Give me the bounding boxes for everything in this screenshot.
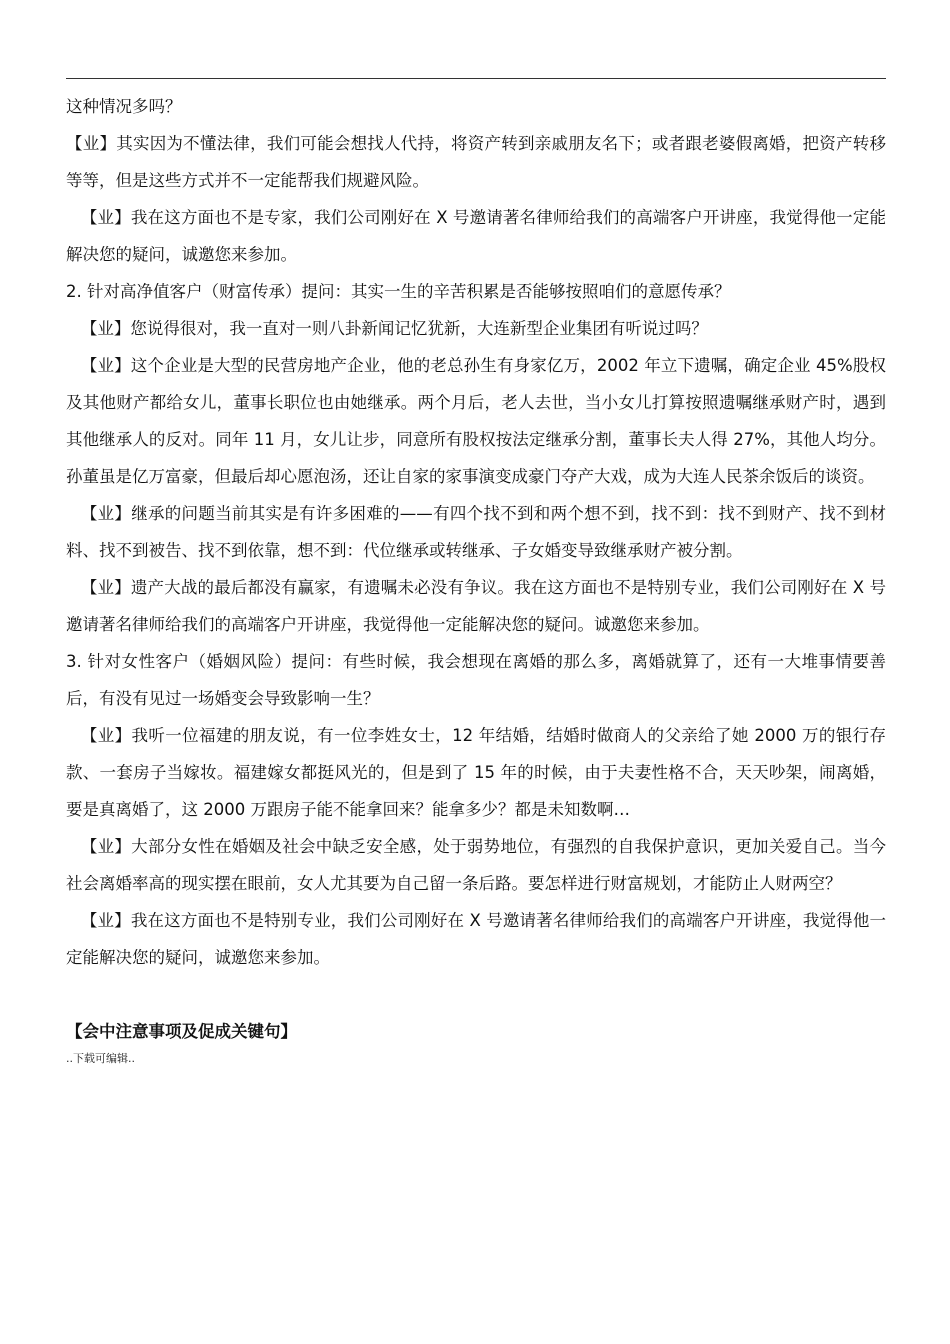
paragraph-item-2-wealth-inheritance: 2. 针对高净值客户（财富传承）提问：其实一生的辛苦积累是否能够按照咱们的意愿传承？ (66, 282, 731, 301)
paragraph-answer-invite-3: 【业】我在这方面也不是特别专业，我们公司刚好在 X 号邀请著名律师给我们的高端客户开讲座，我觉得他一定能解决您的疑问，诚邀您来参加。 (66, 911, 886, 967)
paragraph-question-continuation: 这种情况多吗？ (66, 97, 182, 116)
blank-line (66, 976, 886, 1013)
document-body (66, 88, 886, 1068)
paragraph-answer-invite-2: 【业】遗产大战的最后都没有赢家，有遗嘱未必没有争议。我在这方面也不是特别专业，我们公司刚好在 X 号邀请著名律师给我们的高端客户开讲座，我觉得他一定能解决您的疑问。诚邀您来参加。 (66, 578, 886, 634)
paragraph-answer-women-security: 【业】大部分女性在婚姻及社会中缺乏安全感，处于弱势地位，有强烈的自我保护意识，更加关爱自己。当今社会离婚率高的现实摆在眼前，女人尤其要为自己留一条后路。要怎样进行财富规划，才能防止人财两空？ (66, 837, 886, 893)
paragraph-item-3-marriage-risk: 3. 针对女性客户（婚姻风险）提问：有些时候，我会想现在离婚的那么多，离婚就算了，还有一大堆事情要善后，有没有见过一场婚变会导致影响一生？ (66, 652, 886, 708)
paragraph-answer-news: 【业】您说得很对，我一直对一则八卦新闻记忆犹新，大连新型企业集团有听说过吗？ (80, 319, 708, 338)
footer-note: ..下载可编辑.. (66, 1052, 135, 1065)
paragraph-answer-proxy-holding: 【业】其实因为不懂法律，我们可能会想找人代持，将资产转到亲戚朋友名下；或者跟老婆假离婚，把资产转移等等，但是这些方式并不一定能帮我们规避风险。 (66, 134, 886, 190)
paragraph-answer-inheritance-difficulties: 【业】继承的问题当前其实是有许多困难的——有四个找不到和两个想不到，找不到：找不到财产、找不到材料、找不到被告、找不到依靠，想不到：代位继承或转继承、子女婚变导致继承财产被分割。 (66, 504, 886, 560)
section-heading: 【会中注意事项及促成关键句】 (66, 1022, 297, 1041)
paragraph-answer-dalian-case: 【业】这个企业是大型的民营房地产企业，他的老总孙生有身家亿万，2002 年立下遗嘱，确定企业 45%股权及其他财产都给女儿，董事长职位也由她继承。两个月后，老人去世，当小女儿打算按照遗嘱继承财产时，遇到其他继承人的反对。同年 11 月，女儿让步，同意所有股权按法定继承分割，董事长夫人得 27%，其他人均分。孙董虽是亿万富豪，但最后却心愿泡汤，还让自家的家事演变成豪门夺产大戏，成为大连人民茶余饭后的谈资。 (66, 356, 886, 486)
header-rule (66, 78, 886, 79)
paragraph-answer-fujian-case: 【业】我听一位福建的朋友说，有一位李姓女士，12 年结婚，结婚时做商人的父亲给了她 2000 万的银行存款、一套房子当嫁妆。福建嫁女都挺风光的，但是到了 15 年的时候，由于夫妻性格不合，天天吵架，闹离婚，要是真离婚了，这 2000 万跟房子能不能拿回来？能拿多少？都是未知数啊… (66, 726, 886, 819)
paragraph-answer-invite-1: 【业】我在这方面也不是专家，我们公司刚好在 X 号邀请著名律师给我们的高端客户开讲座，我觉得他一定能解决您的疑问，诚邀您来参加。 (66, 208, 886, 264)
